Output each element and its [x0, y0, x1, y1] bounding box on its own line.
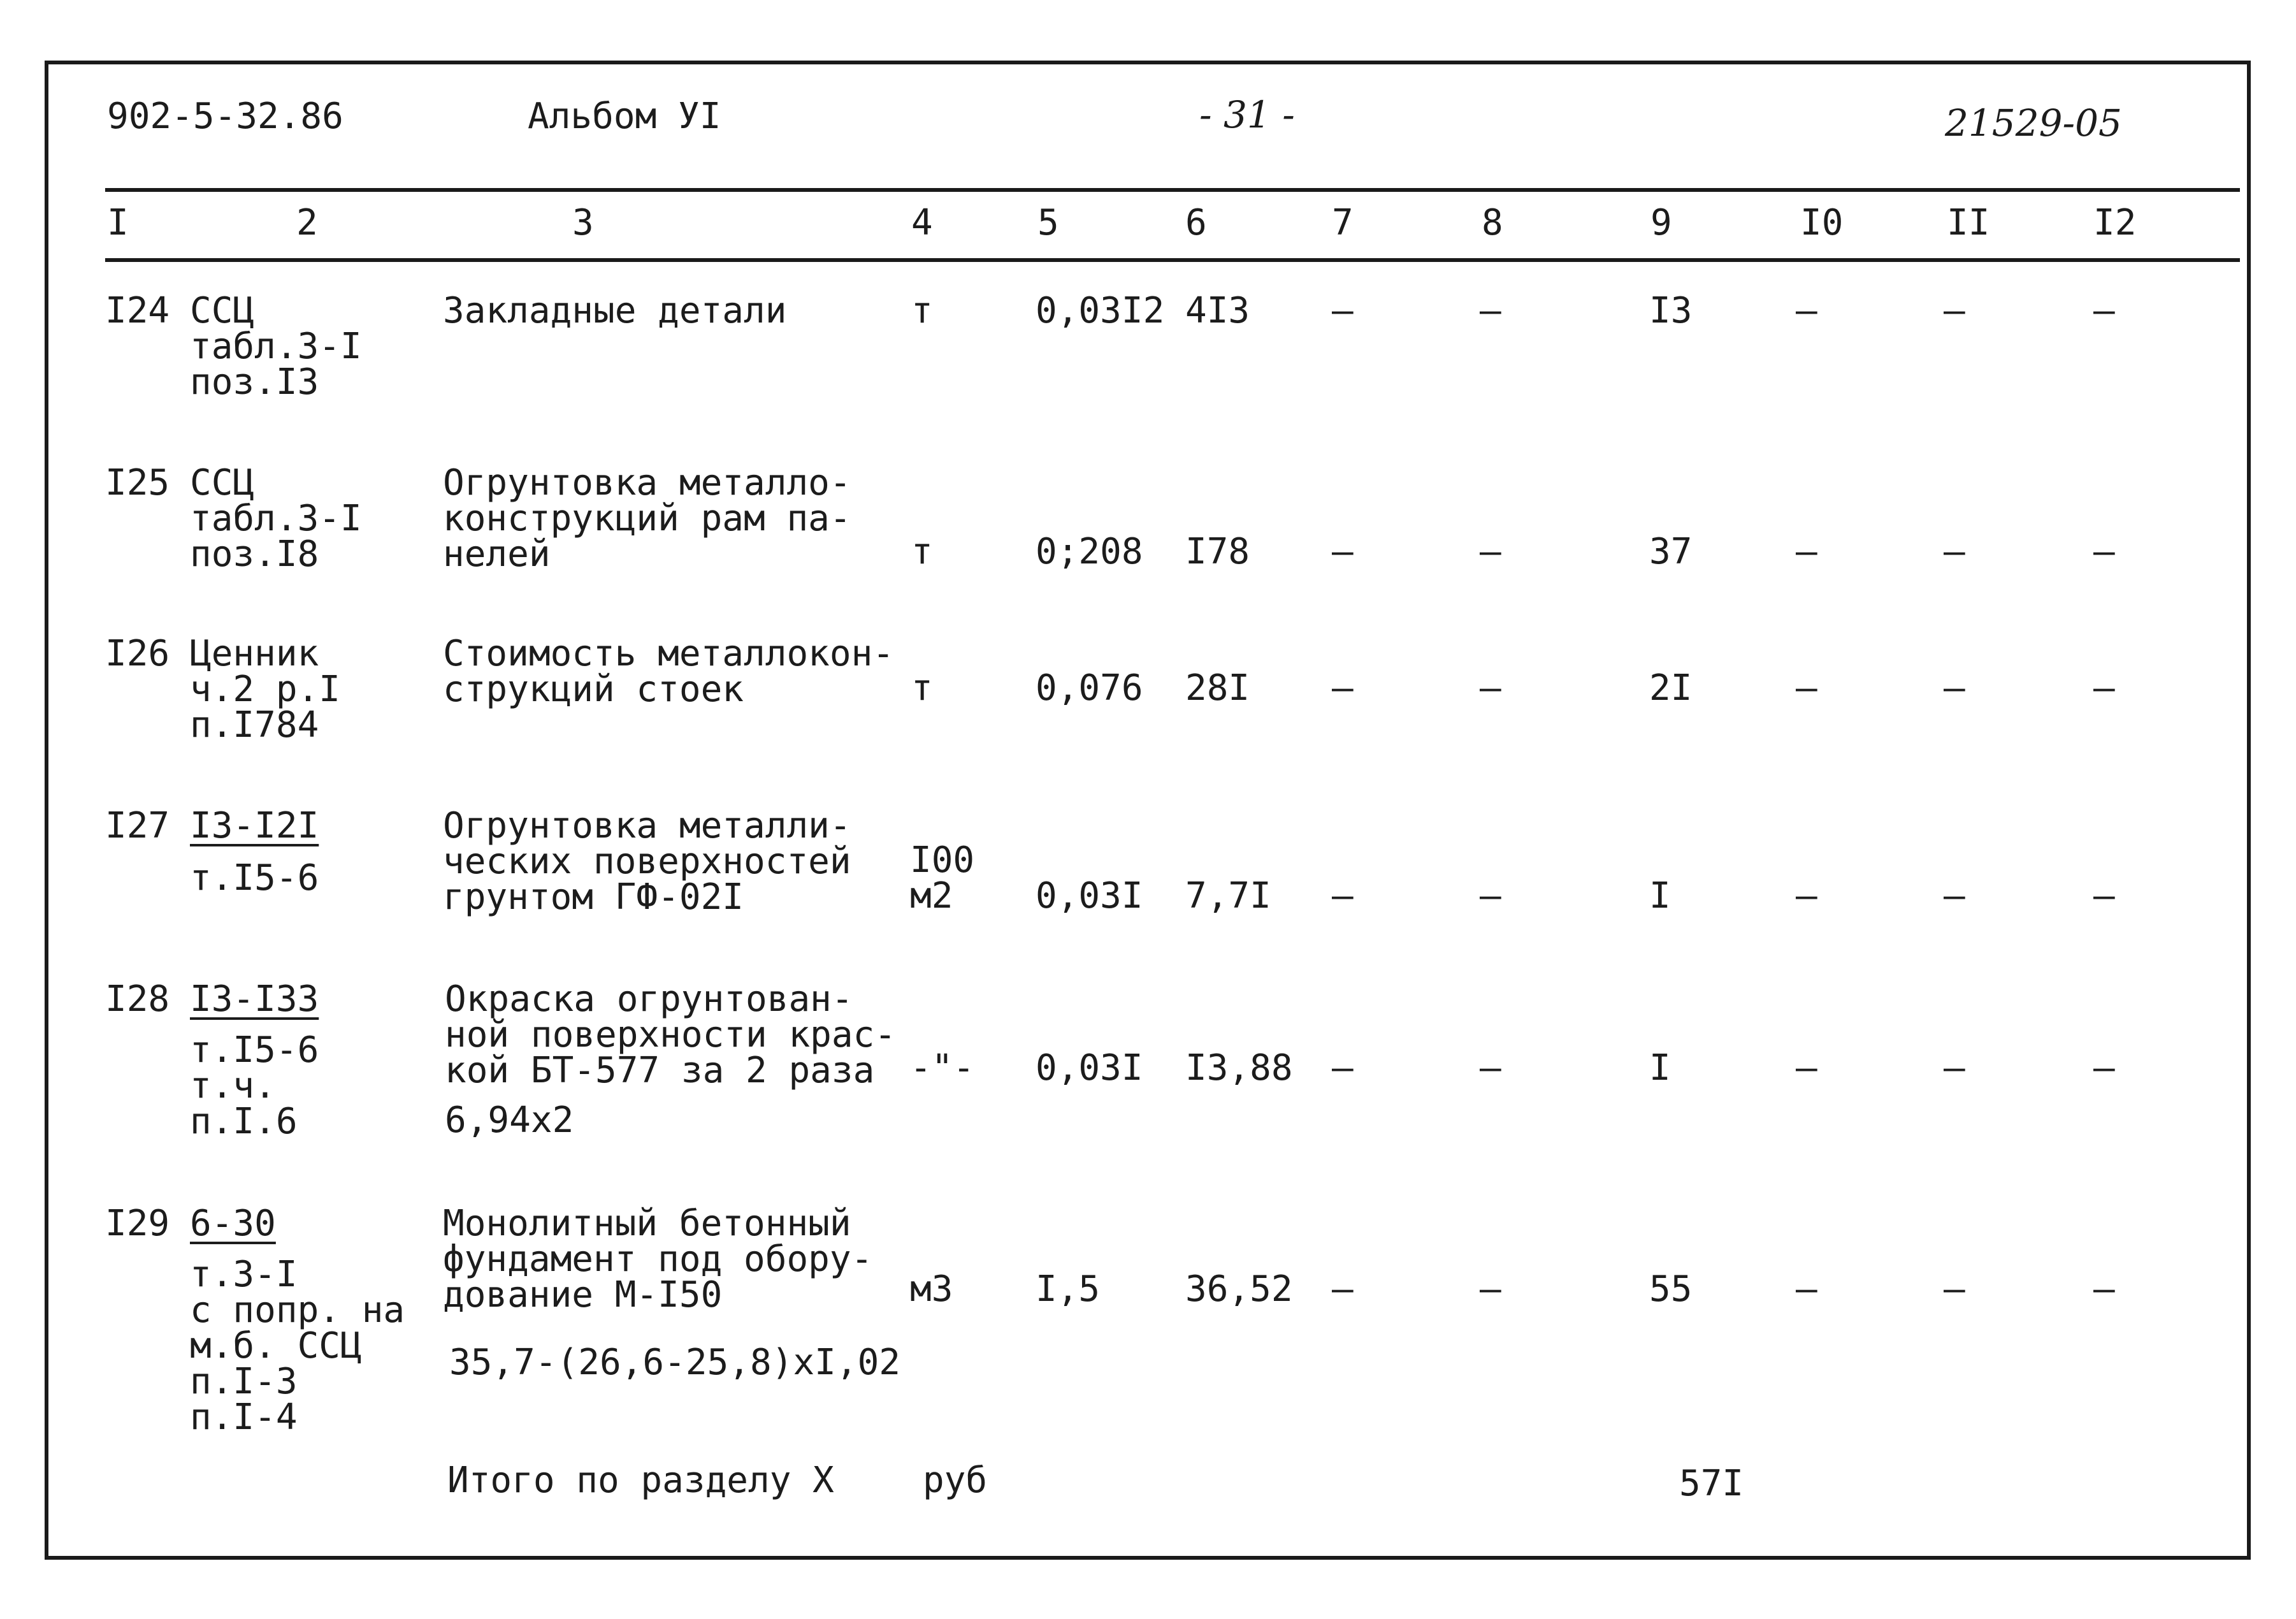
col-header-11: II	[1947, 202, 1990, 243]
row-col8: –	[1480, 1047, 1501, 1089]
row-col12: –	[2093, 1047, 2115, 1089]
row-col10: –	[1796, 667, 1817, 709]
col-header-12: I2	[2093, 202, 2137, 243]
row-name: Закладные детали	[443, 290, 787, 331]
row-col7: –	[1332, 667, 1354, 709]
row-code-details: табл.3-I поз.I3	[190, 326, 362, 403]
col-header-10: I0	[1800, 202, 1844, 243]
row-col8: –	[1480, 667, 1501, 709]
row-col11: –	[1944, 290, 1965, 331]
row-price: 7,7I	[1185, 875, 1271, 917]
row-price: 36,52	[1185, 1268, 1293, 1310]
row-unit: -"-	[910, 1047, 975, 1089]
total-label: Итого по разделу X	[447, 1460, 834, 1501]
row-unit: м3	[910, 1268, 953, 1310]
row-name-formula: 35,7-(26,6-25,8)хI,02	[449, 1342, 901, 1383]
row-name: Огрунтовка металло- конструкций рам па- нелей	[443, 462, 851, 575]
row-unit: т	[911, 667, 933, 709]
row-unit: т	[911, 531, 933, 572]
col-header-4: 4	[911, 202, 933, 243]
total-value: 57I	[1679, 1463, 1744, 1504]
row-col12: –	[2093, 875, 2115, 917]
row-col8: –	[1480, 290, 1501, 331]
row-price: 28I	[1185, 667, 1250, 709]
row-col7: –	[1332, 290, 1354, 331]
row-code-details: т.I5-6	[190, 857, 319, 899]
album-label: Альбом УI	[528, 96, 721, 137]
row-code-details: ч.2 р.I п.I784	[190, 669, 341, 746]
row-col11: –	[1944, 875, 1965, 917]
total-unit: руб	[923, 1460, 988, 1501]
row-col8: –	[1480, 1268, 1501, 1310]
row-col10: –	[1796, 1047, 1817, 1089]
row-code: I3-I33	[190, 978, 319, 1020]
row-col11: –	[1944, 1268, 1965, 1310]
row-name: Монолитный бетонный фундамент под обору- дование М-I50	[443, 1203, 873, 1316]
row-quantity: 0;208	[1036, 531, 1143, 572]
row-col12: –	[2093, 290, 2115, 331]
row-number: I29	[105, 1203, 170, 1244]
col-header-9: 9	[1650, 202, 1672, 243]
row-col11: –	[1944, 1047, 1965, 1089]
col-header-6: 6	[1185, 202, 1207, 243]
row-price: 4I3	[1185, 290, 1250, 331]
page-number: - 31 -	[1199, 93, 1295, 136]
row-col9: I3	[1649, 290, 1693, 331]
row-quantity: 0,03I	[1036, 875, 1143, 917]
document-number: 21529-05	[1945, 101, 2122, 145]
row-col9: I	[1649, 875, 1671, 917]
row-number: I24	[105, 290, 170, 331]
row-col8: –	[1480, 875, 1501, 917]
row-number: I26	[105, 633, 170, 674]
header-rule-bottom	[105, 258, 2240, 262]
row-col9: 2I	[1649, 667, 1693, 709]
row-name: Окраска огрунтован- ной поверхности крас- кой БТ-577 за 2 раза	[445, 978, 897, 1091]
col-header-8: 8	[1482, 202, 1503, 243]
row-col10: –	[1796, 290, 1817, 331]
row-col7: –	[1332, 531, 1354, 572]
row-quantity: 0,03I	[1036, 1047, 1143, 1089]
row-price: I78	[1185, 531, 1250, 572]
row-price: I3,88	[1185, 1047, 1293, 1089]
col-header-7: 7	[1332, 202, 1354, 243]
col-header-2: 2	[296, 202, 318, 243]
row-number: I28	[105, 978, 170, 1020]
doc-code: 902-5-32.86	[107, 96, 343, 137]
row-name: Огрунтовка металли- ческих поверхностей грунтом ГФ-02I	[443, 805, 851, 918]
row-col7: –	[1332, 1268, 1354, 1310]
col-header-5: 5	[1037, 202, 1059, 243]
row-quantity: I,5	[1036, 1268, 1101, 1310]
row-code: ССЦ	[190, 290, 255, 331]
col-header-3: 3	[572, 202, 594, 243]
row-col8: –	[1480, 531, 1501, 572]
col-header-1: I	[107, 202, 129, 243]
row-col12: –	[2093, 667, 2115, 709]
row-unit: т	[911, 290, 933, 331]
row-col11: –	[1944, 531, 1965, 572]
row-col7: –	[1332, 1047, 1354, 1089]
row-col12: –	[2093, 531, 2115, 572]
row-name: Стоимость металлокон- струкций стоек	[443, 633, 895, 710]
row-col10: –	[1796, 1268, 1817, 1310]
row-name-formula: 6,94х2	[445, 1100, 574, 1141]
row-code-details: т.3-I с попр. на м.б. ССЦ п.I-3 п.I-4	[190, 1254, 405, 1438]
row-code: Ценник	[190, 633, 319, 674]
row-code: 6-30	[190, 1203, 276, 1244]
row-quantity: 0,076	[1036, 667, 1143, 709]
row-col10: –	[1796, 875, 1817, 917]
row-code-details: т.I5-6 т.ч. п.I.6	[190, 1029, 319, 1142]
row-number: I25	[105, 462, 170, 504]
row-unit: I00 м2	[910, 839, 975, 917]
row-code: ССЦ	[190, 462, 255, 504]
row-col11: –	[1944, 667, 1965, 709]
header-rule-top	[105, 188, 2240, 192]
row-number: I27	[105, 805, 170, 846]
row-col9: I	[1649, 1047, 1671, 1089]
row-code: I3-I2I	[190, 805, 319, 846]
row-col7: –	[1332, 875, 1354, 917]
row-col12: –	[2093, 1268, 2115, 1310]
row-quantity: 0,03I2	[1036, 290, 1165, 331]
row-col10: –	[1796, 531, 1817, 572]
row-col9: 37	[1649, 531, 1693, 572]
row-code-details: табл.3-I поз.I8	[190, 498, 362, 575]
row-col9: 55	[1649, 1268, 1693, 1310]
